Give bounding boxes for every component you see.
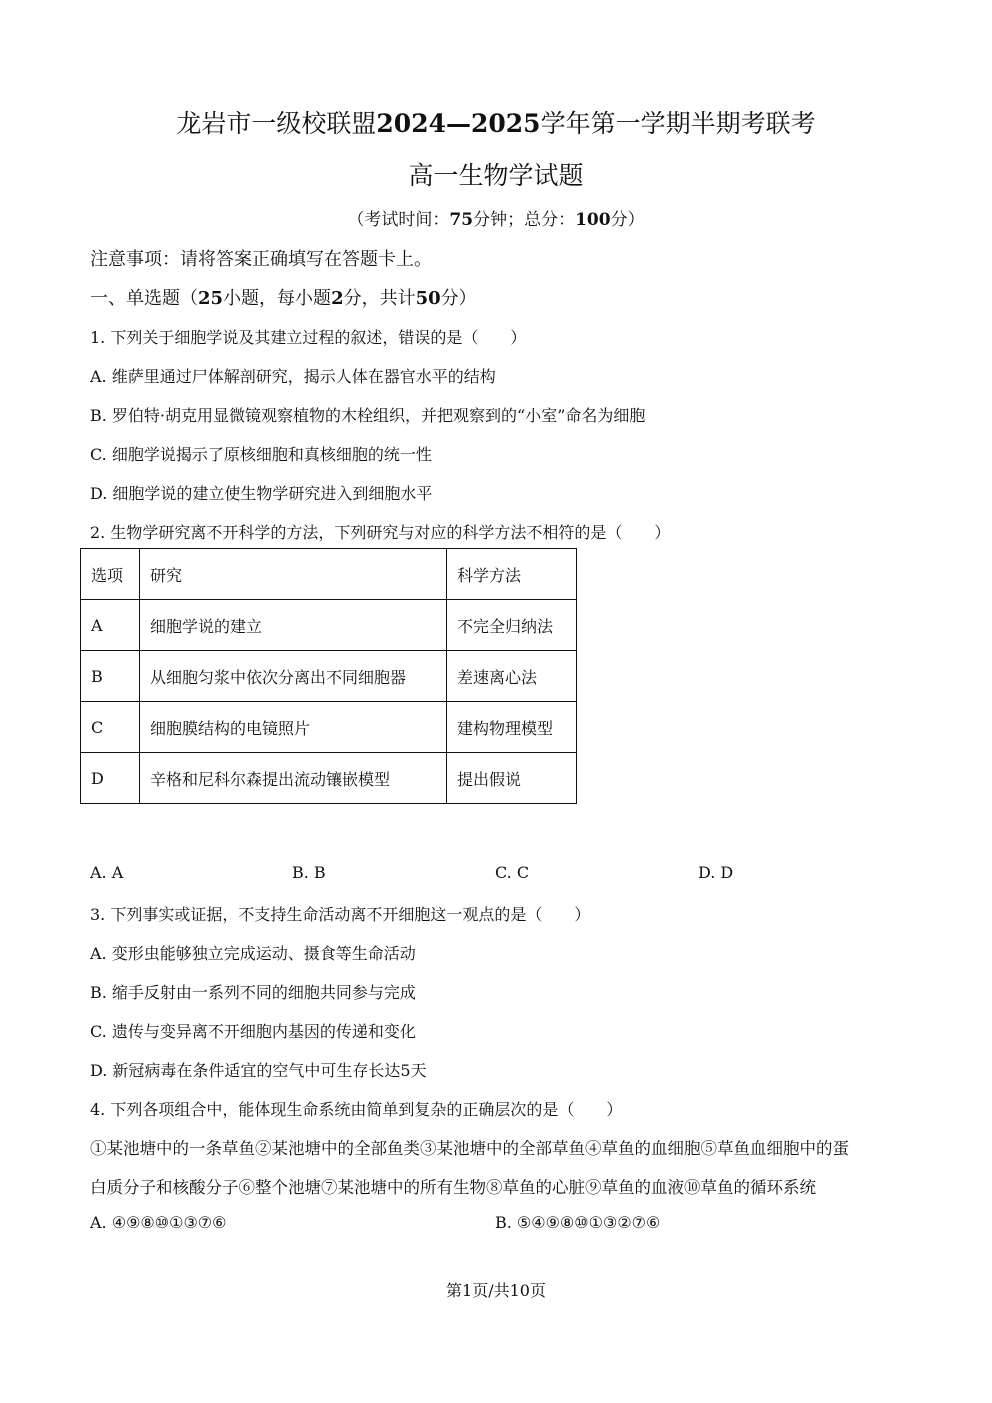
question-4-option-a: A. ④⑨⑧⑩①③⑦⑥ bbox=[90, 1213, 227, 1232]
question-1-stem: 1. 下列关于细胞学说及其建立过程的叙述，错误的是（ ） bbox=[90, 328, 527, 347]
exam-info: （考试时间：75分钟；总分：100分） bbox=[347, 210, 645, 230]
question-1-option-b: B. 罗伯特·胡克用显微镜观察植物的木栓组织，并把观察到的“小室”命名为细胞 bbox=[90, 406, 646, 425]
table-cell: 建构物理模型 bbox=[447, 702, 577, 753]
table-row bbox=[81, 753, 577, 804]
section-heading: 一、单选题（25小题，每小题2分，共计50分） bbox=[90, 288, 477, 309]
table-cell: B bbox=[81, 651, 140, 702]
table-cell: A bbox=[81, 600, 140, 651]
table-header-cell: 选项 bbox=[81, 549, 140, 600]
table-cell: 提出假说 bbox=[447, 753, 577, 804]
table-cell: 差速离心法 bbox=[447, 651, 577, 702]
table-row bbox=[81, 702, 577, 753]
table-cell: 不完全归纳法 bbox=[447, 600, 577, 651]
methods-table bbox=[80, 548, 577, 804]
table-cell: D bbox=[81, 753, 140, 804]
question-2-option-a: A. A bbox=[90, 863, 124, 882]
question-4-option-b: B. ⑤④⑨⑧⑩①③②⑦⑥ bbox=[495, 1213, 661, 1232]
question-1-option-d: D. 细胞学说的建立使生物学研究进入到细胞水平 bbox=[90, 484, 433, 503]
page-number: 第1页/共10页 bbox=[446, 1281, 546, 1300]
question-4-body-line-1: ①某池塘中的一条草鱼②某池塘中的全部鱼类③某池塘中的全部草鱼④草鱼的血细胞⑤草鱼血细胞中的蛋 bbox=[90, 1139, 849, 1158]
question-1-option-c: C. 细胞学说揭示了原核细胞和真核细胞的统一性 bbox=[90, 445, 432, 464]
notice: 注意事项：请将答案正确填写在答题卡上。 bbox=[90, 249, 432, 270]
table-cell: 辛格和尼科尔森提出流动镶嵌模型 bbox=[140, 753, 447, 804]
table-row bbox=[81, 651, 577, 702]
question-2-stem: 2. 生物学研究离不开科学的方法，下列研究与对应的科学方法不相符的是（ ） bbox=[90, 523, 671, 542]
table-cell: 从细胞匀浆中依次分离出不同细胞器 bbox=[140, 651, 447, 702]
table-header-row bbox=[81, 549, 577, 600]
question-1-option-a: A. 维萨里通过尸体解剖研究，揭示人体在器官水平的结构 bbox=[90, 367, 496, 386]
question-4-stem: 4. 下列各项组合中，能体现生命系统由简单到复杂的正确层次的是（ ） bbox=[90, 1100, 623, 1119]
question-3-option-b: B. 缩手反射由一系列不同的细胞共同参与完成 bbox=[90, 983, 416, 1002]
exam-subject-title: 高一生物学试题 bbox=[408, 161, 584, 190]
question-3-option-d: D. 新冠病毒在条件适宜的空气中可生存长达5天 bbox=[90, 1061, 427, 1080]
table-header-cell: 科学方法 bbox=[447, 549, 577, 600]
question-2-option-b: B. B bbox=[292, 863, 326, 882]
question-3-stem: 3. 下列事实或证据，不支持生命活动离不开细胞这一观点的是（ ） bbox=[90, 905, 591, 924]
question-2-option-d: D. D bbox=[698, 863, 734, 882]
table-row bbox=[81, 600, 577, 651]
table-header-cell: 研究 bbox=[140, 549, 447, 600]
table-cell: C bbox=[81, 702, 140, 753]
question-3-option-a: A. 变形虫能够独立完成运动、摄食等生命活动 bbox=[90, 944, 416, 963]
question-2-option-c: C. C bbox=[495, 863, 530, 882]
table-cell: 细胞膜结构的电镜照片 bbox=[140, 702, 447, 753]
exam-title: 龙岩市一级校联盟2024—2025学年第一学期半期考联考 bbox=[176, 109, 816, 138]
table-cell: 细胞学说的建立 bbox=[140, 600, 447, 651]
question-4-body-line-2: 白质分子和核酸分子⑥整个池塘⑦某池塘中的所有生物⑧草鱼的心脏⑨草鱼的血液⑩草鱼的循环系统 bbox=[90, 1178, 816, 1197]
question-3-option-c: C. 遗传与变异离不开细胞内基因的传递和变化 bbox=[90, 1022, 416, 1041]
